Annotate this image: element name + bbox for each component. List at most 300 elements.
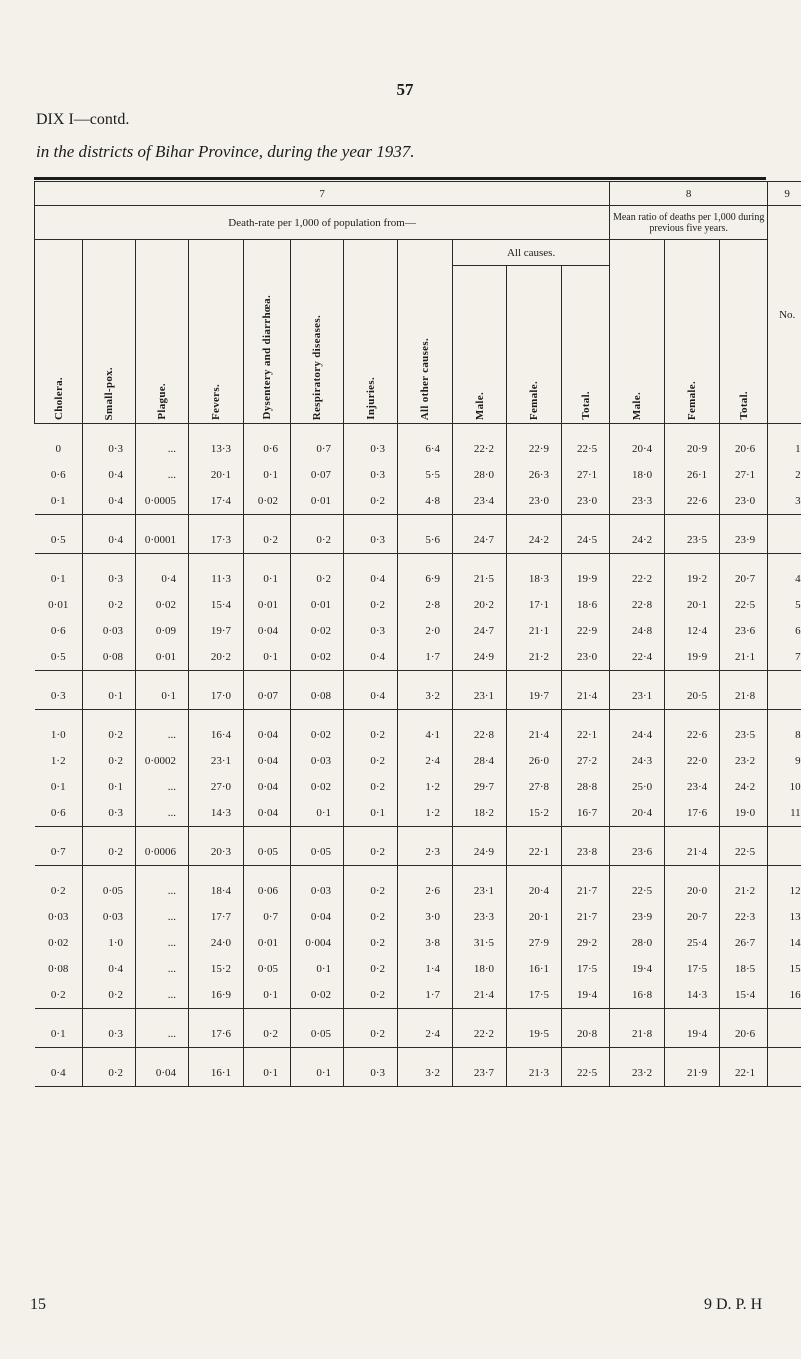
table-cell: 0·4 (35, 1060, 83, 1087)
table-row (35, 956, 801, 982)
table-row (35, 462, 801, 488)
table-cell: 27·2 (562, 748, 610, 774)
table-cell: 23·4 (453, 488, 507, 515)
table-cell: 0·02 (136, 592, 189, 618)
table-cell: 1·2 (50, 755, 66, 767)
table-cell: 0·07 (291, 462, 344, 488)
table-cell: 0·1 (244, 566, 291, 592)
table-cell: 0·2 (344, 930, 398, 956)
table-cell: 16 (768, 982, 801, 1009)
table-row (35, 566, 801, 592)
table-cell: 21·7 (562, 904, 610, 930)
table-cell: 0·0002 (136, 748, 189, 774)
table-cell: 0·08 (291, 683, 344, 710)
table-cell: 0·2 (344, 592, 398, 618)
table-cell: 17·4 (189, 488, 244, 515)
table-cell: 22·9 (562, 618, 610, 644)
no-header: No. (768, 206, 801, 424)
table-cell: 23·9 (610, 904, 665, 930)
table-cell (768, 527, 801, 554)
table-cell: 0·1 (50, 781, 66, 793)
group-spacer (35, 827, 801, 840)
plague-header: Plague. (136, 240, 189, 424)
mean-female-header: Female. (665, 240, 720, 424)
table-cell: 0·04 (244, 618, 291, 644)
table-cell: 28·0 (610, 930, 665, 956)
table-cell: 19·5 (507, 1021, 562, 1048)
table-cell: 17·5 (562, 956, 610, 982)
table-cell: 24·2 (720, 774, 768, 800)
table-cell: 0·1 (291, 956, 344, 982)
table-cell: 0·07 (244, 683, 291, 710)
table-cell: 17·7 (189, 904, 244, 930)
table-cell: 16·8 (610, 982, 665, 1009)
table-cell: 20·0 (665, 878, 720, 904)
table-cell: 21·1 (507, 618, 562, 644)
table-cell: 21·9 (665, 1060, 720, 1087)
table-cell: 0·03 (291, 878, 344, 904)
table-cell: 1·4 (398, 956, 453, 982)
table-cell: 23·6 (610, 839, 665, 866)
table-cell: 20·2 (189, 644, 244, 671)
table-cell: 5·6 (398, 527, 453, 554)
table-cell: 17·3 (189, 527, 244, 554)
table-cell: 22·5 (610, 878, 665, 904)
group-spacer (35, 1048, 801, 1061)
fevers-header: Fevers. (189, 240, 244, 424)
table-cell: 0·6 (244, 436, 291, 462)
table-cell: 1·0 (83, 930, 136, 956)
table-cell: 0·4 (344, 683, 398, 710)
table-header (35, 182, 801, 424)
table-cell: 0·0006 (136, 839, 189, 866)
table-cell: 22·8 (610, 592, 665, 618)
table-cell: 21·4 (507, 722, 562, 748)
table-cell: 22·9 (507, 436, 562, 462)
table-cell: 15·4 (720, 982, 768, 1009)
table-cell: 24·9 (453, 839, 507, 866)
table-cell: 0·2 (344, 839, 398, 866)
table-cell: 23·0 (507, 488, 562, 515)
table-cell: 21·8 (610, 1021, 665, 1048)
table-cell: 24·5 (562, 527, 610, 554)
page-subtitle: in the districts of Bihar Province, during the year 1937. (36, 142, 415, 161)
table-cell: 10 (768, 774, 801, 800)
table-cell: 0·3 (344, 436, 398, 462)
table-cell: 0·2 (344, 748, 398, 774)
table-cell: 23·2 (610, 1060, 665, 1087)
table-cell: ... (136, 1021, 189, 1048)
table-cell: 19·9 (562, 566, 610, 592)
table-cell: 17·5 (665, 956, 720, 982)
table-cell: 23·5 (720, 722, 768, 748)
table-cell: 11·3 (189, 566, 244, 592)
table-cell: 0·1 (50, 573, 66, 585)
table-cell: 19·7 (507, 683, 562, 710)
table-cell: 18·2 (453, 800, 507, 827)
table-cell: 27·1 (720, 462, 768, 488)
table-cell: 0·2 (344, 956, 398, 982)
table-cell: 19·0 (720, 800, 768, 827)
mean-total-header: Total. (720, 240, 768, 424)
page-title: DIX I—contd. (36, 111, 130, 128)
table-cell: 0·4 (83, 956, 136, 982)
table-cell: ... (136, 904, 189, 930)
table-cell: 0·5 (35, 527, 83, 554)
table-cell: 22·5 (562, 436, 610, 462)
table-cell: 0 (55, 443, 61, 455)
table-cell: ... (136, 878, 189, 904)
table-row (35, 878, 801, 904)
table-cell: 16·7 (562, 800, 610, 827)
table-cell: 0·1 (83, 774, 136, 800)
table-cell: 28·4 (453, 748, 507, 774)
table-cell: 0·7 (35, 839, 83, 866)
table-cell: 28·8 (562, 774, 610, 800)
col-number-7: 7 (35, 182, 610, 206)
table-cell: 2·3 (398, 839, 453, 866)
table-cell: 6 (768, 618, 801, 644)
table-cell: 2·6 (398, 878, 453, 904)
group-spacer (35, 515, 801, 528)
table-row (35, 930, 801, 956)
table-cell: 0·01 (136, 644, 189, 671)
table-cell: 21·1 (720, 644, 768, 671)
table-cell: 0·03 (48, 911, 69, 923)
table-cell: 20·7 (720, 566, 768, 592)
table-row (35, 683, 801, 710)
table-cell: 0·2 (291, 566, 344, 592)
table-row (35, 722, 801, 748)
table-cell: 0·2 (83, 839, 136, 866)
table-cell: 0·2 (83, 1060, 136, 1087)
table-cell: 14·3 (189, 800, 244, 827)
table-cell: 0·03 (83, 904, 136, 930)
table-cell: 18·3 (507, 566, 562, 592)
table-cell: 0·1 (244, 982, 291, 1009)
table-cell: 27·1 (562, 462, 610, 488)
table-cell: 1·7 (398, 982, 453, 1009)
respiratory-header: Respiratory diseases. (291, 240, 344, 424)
table-cell: 19·4 (610, 956, 665, 982)
table-cell: 0·08 (48, 963, 69, 975)
table-cell: 24·0 (189, 930, 244, 956)
table-cell: 26·3 (507, 462, 562, 488)
table-cell: 25·0 (610, 774, 665, 800)
dysentery-header: Dysentery and diarrhœa. (244, 240, 291, 424)
table-cell: 0·04 (291, 904, 344, 930)
table-cell: 22·3 (720, 904, 768, 930)
table-cell: 19·2 (665, 566, 720, 592)
table-cell: ... (136, 982, 189, 1009)
table-cell: 22·2 (610, 566, 665, 592)
table-cell: 0·0005 (136, 488, 189, 515)
all-other-causes-header: All other causes. (398, 240, 453, 424)
table-cell: 14 (768, 930, 801, 956)
table-cell: 0·2 (344, 878, 398, 904)
table-cell: 22·1 (562, 722, 610, 748)
table-cell: 0·03 (83, 618, 136, 644)
table-cell: 0·2 (83, 748, 136, 774)
table-cell: 0·05 (244, 839, 291, 866)
table-cell: 22·2 (453, 1021, 507, 1048)
table-row (35, 748, 801, 774)
table-cell: 21·5 (453, 566, 507, 592)
table-cell: 0·4 (344, 644, 398, 671)
table-cell: 0·04 (136, 1060, 189, 1087)
table-cell: 5·5 (398, 462, 453, 488)
table-cell: 3 (768, 488, 801, 515)
table-cell: 3·2 (398, 683, 453, 710)
table-cell: 0·2 (344, 722, 398, 748)
table-cell: 23·0 (720, 488, 768, 515)
table-cell: 23·0 (562, 488, 610, 515)
table-cell: 23·3 (610, 488, 665, 515)
table-cell: ... (136, 722, 189, 748)
table-cell: 0·2 (344, 904, 398, 930)
table-cell: 16·1 (507, 956, 562, 982)
table-cell: 20·7 (665, 904, 720, 930)
table-cell: 22·5 (720, 592, 768, 618)
table-cell: 20·3 (189, 839, 244, 866)
table-cell: 0·02 (291, 722, 344, 748)
table-cell: 2·8 (398, 592, 453, 618)
table-cell: 0·2 (291, 527, 344, 554)
table-cell (768, 1060, 801, 1087)
table-cell: 20·4 (610, 436, 665, 462)
table-cell: 0·01 (291, 488, 344, 515)
table-cell: 13 (768, 904, 801, 930)
table-cell: 19·4 (562, 982, 610, 1009)
table-cell: 21·7 (562, 878, 610, 904)
table-body (35, 424, 801, 1087)
table-cell: 22·1 (720, 1060, 768, 1087)
table-row (35, 618, 801, 644)
table-cell: 0·3 (344, 1060, 398, 1087)
table-cell: 0·2 (344, 488, 398, 515)
table-cell: 0·09 (136, 618, 189, 644)
table-cell: 0·004 (291, 930, 344, 956)
table-cell: 0·04 (244, 722, 291, 748)
table-cell: 0·01 (244, 930, 291, 956)
table-cell: 20·5 (665, 683, 720, 710)
table-cell: 26·1 (665, 462, 720, 488)
table-cell: 0·3 (344, 618, 398, 644)
table-cell: 15·2 (507, 800, 562, 827)
table-row (35, 488, 801, 515)
table-cell: 0·6 (35, 800, 83, 827)
table-cell: 0·04 (244, 800, 291, 827)
table-cell: 23·5 (665, 527, 720, 554)
table-cell: 0·3 (83, 436, 136, 462)
table-cell: 0·1 (35, 488, 83, 515)
table-cell: 1·7 (398, 644, 453, 671)
female-header: Female. (507, 266, 562, 424)
table-cell: 24·9 (453, 644, 507, 671)
table-cell: 20·2 (453, 592, 507, 618)
table-cell: 0·1 (291, 800, 344, 827)
table-cell: 20·6 (720, 1021, 768, 1048)
col-number-8: 8 (610, 182, 768, 206)
table-cell: 0·03 (291, 748, 344, 774)
page-number: 57 (396, 80, 414, 99)
table-row (35, 1060, 801, 1087)
table-cell: ... (136, 800, 189, 827)
table-cell: 0·1 (83, 683, 136, 710)
group-spacer (35, 671, 801, 684)
table-cell: 0·02 (291, 618, 344, 644)
table-cell: 18·6 (562, 592, 610, 618)
table-cell: 17·0 (189, 683, 244, 710)
table-cell: ... (136, 774, 189, 800)
table-cell: 0·2 (344, 982, 398, 1009)
table-cell: ... (136, 436, 189, 462)
table-cell: 20·1 (665, 592, 720, 618)
table-cell: 20·4 (507, 878, 562, 904)
table-cell: 0·1 (244, 644, 291, 671)
table-row (35, 774, 801, 800)
table-cell: 18·5 (720, 956, 768, 982)
table-cell: 22·5 (562, 1060, 610, 1087)
table-cell: 12·4 (665, 618, 720, 644)
table-cell: 0·3 (83, 566, 136, 592)
table-cell: 4·8 (398, 488, 453, 515)
footer-page-ref: 15 (30, 1296, 46, 1313)
small-pox-header: Small-pox. (83, 240, 136, 424)
table-cell (768, 683, 801, 710)
table-cell: 1·2 (398, 800, 453, 827)
footer-code: 9 D. P. H (704, 1296, 763, 1313)
table-cell: ... (136, 462, 189, 488)
table-cell: 0·4 (83, 462, 136, 488)
table-cell: 0·6 (50, 625, 66, 637)
table-cell: 20·4 (610, 800, 665, 827)
table-cell: 0·1 (136, 683, 189, 710)
table-cell: 1·0 (50, 729, 66, 741)
table-cell: 19·4 (665, 1021, 720, 1048)
table-cell: 0·02 (48, 937, 69, 949)
table-cell: 2·4 (398, 748, 453, 774)
table-cell: 24·3 (610, 748, 665, 774)
table-cell: 0·08 (83, 644, 136, 671)
table-cell: 12 (768, 878, 801, 904)
table-cell: 0·2 (50, 885, 66, 897)
table-cell: 22·5 (720, 839, 768, 866)
table-cell: 26·0 (507, 748, 562, 774)
table-cell: 0·2 (344, 774, 398, 800)
table-cell: 6·9 (398, 566, 453, 592)
table-cell: 11 (768, 800, 801, 827)
table-cell: 0·3 (344, 462, 398, 488)
table-cell: 0·4 (136, 566, 189, 592)
table-cell: 0·1 (244, 462, 291, 488)
table-cell: 21·3 (507, 1060, 562, 1087)
table-cell: 23·4 (665, 774, 720, 800)
table-cell: 24·4 (610, 722, 665, 748)
table-cell: 0·6 (50, 469, 66, 481)
table-cell: 21·2 (720, 878, 768, 904)
table-cell: 27·8 (507, 774, 562, 800)
table-cell: 18·0 (610, 462, 665, 488)
table-cell: 24·2 (610, 527, 665, 554)
table-cell: 20·9 (665, 436, 720, 462)
table-cell: 0·05 (244, 956, 291, 982)
table-cell: 2 (768, 462, 801, 488)
table-cell: 4·1 (398, 722, 453, 748)
table-cell: 23·2 (720, 748, 768, 774)
table-cell: 23·7 (453, 1060, 507, 1087)
group-spacer (35, 1009, 801, 1022)
table-cell (768, 1021, 801, 1048)
table-cell: 0·02 (244, 488, 291, 515)
table-cell: 3·0 (398, 904, 453, 930)
group-spacer (35, 424, 801, 437)
table-cell: 0·05 (83, 878, 136, 904)
table-cell: 5 (768, 592, 801, 618)
table-cell: 23·1 (610, 683, 665, 710)
table-cell: 16·1 (189, 1060, 244, 1087)
table-row (35, 527, 801, 554)
table-cell: 3·8 (398, 930, 453, 956)
table-cell: 0·4 (83, 527, 136, 554)
table-cell: 27·0 (189, 774, 244, 800)
table-cell: 0·05 (291, 839, 344, 866)
table-cell: 0·3 (35, 683, 83, 710)
table-cell: 21·8 (720, 683, 768, 710)
table-cell: 23·1 (453, 683, 507, 710)
table-cell: 20·1 (189, 462, 244, 488)
table-cell: 0·04 (244, 748, 291, 774)
table-row (35, 982, 801, 1009)
table-cell: 0·05 (291, 1021, 344, 1048)
table-cell: 28·0 (453, 462, 507, 488)
table-cell: 4 (768, 566, 801, 592)
table-cell: 0·02 (291, 774, 344, 800)
table-cell: 0·3 (344, 527, 398, 554)
table-cell: 13·3 (189, 436, 244, 462)
table-cell: 8 (768, 722, 801, 748)
table-cell: 0·2 (344, 1021, 398, 1048)
table-cell: 16·4 (189, 722, 244, 748)
table-cell: 15·2 (189, 956, 244, 982)
table-cell: 20·6 (720, 436, 768, 462)
table-cell: 15 (768, 956, 801, 982)
table-cell: 22·6 (665, 722, 720, 748)
table-cell: 0·06 (244, 878, 291, 904)
table-cell: 17·1 (507, 592, 562, 618)
table-cell (768, 839, 801, 866)
table-cell: 21·4 (665, 839, 720, 866)
table-cell: 0·2 (83, 982, 136, 1009)
top-rule (34, 177, 766, 180)
table-cell: 0·1 (291, 1060, 344, 1087)
table-cell: 0·01 (291, 592, 344, 618)
table-cell: ... (136, 956, 189, 982)
table-cell: 6·4 (398, 436, 453, 462)
table-cell: 23·3 (453, 904, 507, 930)
table-cell: 31·5 (453, 930, 507, 956)
table-cell: 0·7 (291, 436, 344, 462)
table-row (35, 839, 801, 866)
table-cell: 0·4 (83, 488, 136, 515)
table-cell: 7 (768, 644, 801, 671)
table-cell: 15·4 (189, 592, 244, 618)
table-row (35, 592, 801, 618)
table-cell: 20·8 (562, 1021, 610, 1048)
table-cell: 3·2 (398, 1060, 453, 1087)
table-cell: 22·8 (453, 722, 507, 748)
table-cell: 22·0 (665, 748, 720, 774)
